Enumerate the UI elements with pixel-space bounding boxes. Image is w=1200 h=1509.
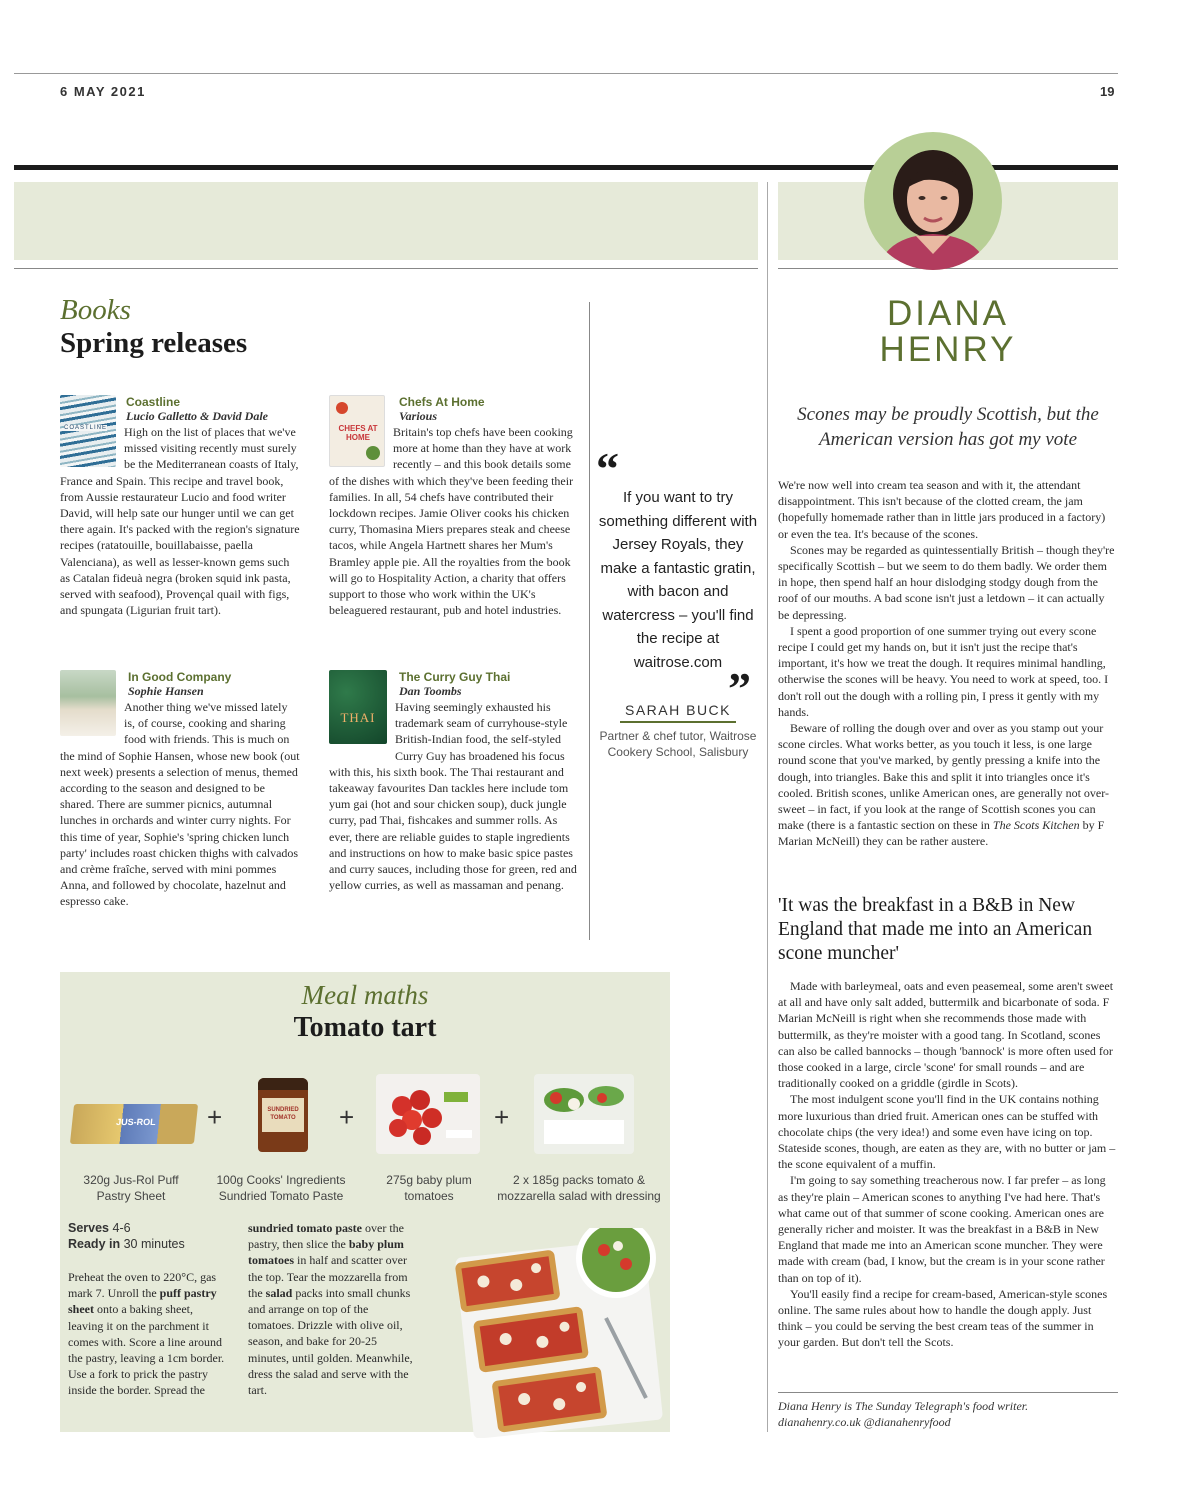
- ready-info: [68, 1236, 185, 1252]
- ingredient-highlight: sundried tomato paste: [248, 1221, 363, 1235]
- curry-guy-cover: [329, 670, 387, 744]
- in-good-company-cover: [60, 670, 116, 736]
- book-author: Sophie Hansen: [128, 684, 204, 698]
- book-title: In Good Company: [128, 670, 232, 684]
- ingredient-label: 275g baby plum tomatoes: [386, 1173, 472, 1203]
- ingredient-label: 320g Jus-Rol Puff Pastry Sheet: [83, 1173, 179, 1203]
- quote-name-underline: [620, 721, 736, 723]
- column-paragraph: I'm going to say something treacherous now. I far prefer – as long as they're plain – American scones to anything I've had here. That's what came out of that summer of scone cooking. American ones are generally richer and moister. It was the breakfast in a B&B in New England that made me into an American scone muncher. They were made with cream (bad, I know, but the cream is in your scone rather than on top of it).: [778, 1173, 1106, 1285]
- column-paragraph: I spent a good proportion of one summer trying out every scone recipe I could get my hands on, but it isn't just the recipe that's important, it's how we treat the dough. It requires minimal handling, otherwise the scones will be heavy. You need to work at speed, too. I don't roll out the dough with a rolling pin, I press it gently with my hands.: [778, 623, 1109, 719]
- ingredient-label: 100g Cooks' Ingredients Sundried Tomato Paste: [216, 1173, 346, 1203]
- close-quote-icon: ”: [728, 663, 751, 714]
- banner-rule-left: [14, 268, 758, 269]
- paste-jar-image: [258, 1078, 308, 1152]
- author-portrait: [864, 132, 1002, 270]
- method-part-1: Preheat the oven to 220°C, gas mark 7. Unroll the puff pastry sheet onto a baking sheet, leaving it on the parchment it comes with. Score a line around the pastry, leaving a 1cm border. Use a fork to prick the pastry inside the border. Spread the: [68, 1270, 225, 1398]
- book-review: Having seemingly exhausted his trademark seam of curryhouse-style British-Indian food, the self-styled Curry Guy has broadened his focus with this, his sixth book. The Thai restaurant and takeaway favourites Dan tackles here include tom yum gai (hot and sour chicken soup), duck jungle curry, pad Thai, fishcakes and summer rolls. As ever, there are reliable guides to staple ingredients and instructions on how to make basic spice pastes and curry sauces, including those for green, red and yellow curries, as well as massaman and penang.: [329, 700, 577, 893]
- vertical-divider-column: [767, 182, 768, 1432]
- chefs-cover: [329, 395, 385, 467]
- bio-rule: [778, 1392, 1118, 1393]
- open-quote-icon: “: [596, 443, 619, 494]
- author-bio: [778, 1398, 1118, 1430]
- serves-value: 4-6: [112, 1221, 131, 1235]
- columnist-name: [778, 296, 1118, 368]
- book-curry-guy-thai: [329, 670, 579, 893]
- curry-guy-cover-text: THAI: [340, 710, 376, 725]
- ingredient-label: 2 x 185g packs tomato & mozzarella salad with dressing: [497, 1173, 661, 1203]
- vertical-divider-books: [589, 302, 590, 940]
- author-bio-line: Diana Henry is The Sunday Telegraph's food writer.: [778, 1399, 1029, 1413]
- coastline-cover: [60, 395, 116, 467]
- column-paragraph: Made with barleymeal, oats and even peasemeal, some aren't sweet at all and have only salt added, buttermilk and bicarbonate of soda. F Marian McNeill is right when she recommends those made with buttermilk, as they're moister with a good tang. In Scotland, scones can also be called bannocks – though 'bannock' is more often used for those cooked in a large, circle 'scone' for small rounds – and are traditionally cooked on a griddle (girdle in Scots).: [778, 979, 1114, 1091]
- ingredient-highlight: puff pastry sheet: [68, 1286, 217, 1317]
- salad-pack-image: [534, 1074, 634, 1154]
- book-review: High on the list of places that we've missed visiting recently must surely be the Mediterranean coasts of Italy, France and Spain. This recipe and travel book, from Aussie restaurateur Lucio and food writer David, will help sate our hunger until we can get there again. It's packed with the region's signature recipes (ratatouille, bouillabaisse, paella Valenciana), as well as lesser-known gems such as Catalan fideuà negra (broken squid ink pasta, served with seafood), Provençal quail with figs, and spungata (Ligurian fruit tart).: [60, 425, 300, 618]
- column-body-part-1: [778, 477, 1118, 850]
- banner-panel-left: [14, 182, 758, 260]
- serves-info: [68, 1220, 131, 1236]
- book-coastline: [60, 395, 300, 618]
- quote-attribution-name: SARAH BUCK: [624, 702, 732, 718]
- pastry-pack-image: [70, 1104, 198, 1144]
- book-author: Dan Toombs: [399, 684, 462, 698]
- author-links: dianahenry.co.uk @dianahenryfood: [778, 1415, 951, 1429]
- book-title: Chefs At Home: [399, 395, 485, 409]
- books-section-label: Books: [60, 294, 131, 326]
- method-part-2: sundried tomato paste over the pastry, then slice the baby plum tomatoes in half and scatter over the top. Tear the mozzarella from the salad packs into small chunks and arrange on top of the tomatoes. Drizzle with olive oil, season, and bake for 20-25 minutes, until golden. Meanwhile, dress the salad and serve with the tart.: [248, 1221, 413, 1398]
- book-title: The Curry Guy Thai: [399, 670, 511, 684]
- pull-quote-text: If you want to try something different with Jersey Royals, they make a fantastic gratin, with bacon and watercress – you'll find the recipe at waitrose.com: [598, 489, 758, 671]
- columnist-last-name: HENRY: [879, 330, 1017, 369]
- paste-jar-label: SUNDRIED TOMATO: [267, 1107, 299, 1121]
- column-body-part-2: [778, 978, 1118, 1351]
- plus-icon: +: [339, 1102, 355, 1132]
- book-author: Various: [399, 409, 438, 423]
- plus-icon: +: [494, 1102, 510, 1132]
- ready-value: 30 minutes: [123, 1237, 185, 1251]
- tomato-tart-photo: [446, 1228, 668, 1438]
- book-chefs-at-home: [329, 395, 579, 618]
- column-paragraph: Beware of rolling the dough over and over as you stamp out your scone circles. What works better, as you touch it less, is one large round scone that you've marked, by gently pressing a knife into the dough, into triangles. Bake this and split it into triangles once it's cooled. British scones, unlike American ones, are generally not over-sweet – in fact, if you look at the range of Scottish scones you can make (there is a fantastic section on these in The Scots Kitchen by F Marian McNeill) they can be rather austere.: [778, 721, 1109, 849]
- book-in-good-company: [60, 670, 300, 910]
- serves-label: Serves: [68, 1221, 110, 1235]
- coastline-cover-text: COASTLINE: [64, 425, 108, 431]
- book-title: Coastline: [126, 395, 181, 409]
- plus-icon: +: [207, 1102, 223, 1132]
- plum-tomatoes-image: [376, 1074, 480, 1154]
- issue-date: 6 MAY 2021: [60, 84, 146, 99]
- ingredient-highlight: baby plum tomatoes: [248, 1237, 404, 1268]
- columnist-first-name: DIANA: [887, 294, 1009, 333]
- page-number: 19: [1100, 84, 1115, 99]
- column-standfirst: Scones may be proudly Scottish, but the American version has got my vote: [797, 404, 1099, 450]
- chefs-cover-text: CHEFS AT HOME: [338, 424, 378, 442]
- book-reference: The Scots Kitchen: [992, 818, 1080, 833]
- book-author: Lucio Galletto & David Dale: [126, 409, 268, 423]
- quote-attribution-role: Partner & chef tutor, Waitrose Cookery School, Salisbury: [599, 729, 757, 759]
- pastry-pack-label: JUS-ROL: [115, 1117, 157, 1127]
- meal-maths-title: Tomato tart: [293, 1012, 437, 1043]
- book-review: Britain's top chefs have been cooking more at home than they have at work recently – and this book details some of the dishes with which they've been feeding their families. In all, 54 chefs have contributed their lockdown recipes. Jamie Oliver cooks his chicken curry, Thomasina Miers prepares steak and cheese tacos, while Angela Hartnett shares her Mum's Bramley apple pie. All the royalties from the book will go to Hospitality Action, a charity that offers support to those who work within the UK's beleaguered restaurant, pub and hotel industries.: [329, 425, 574, 618]
- ingredient-highlight: salad: [265, 1285, 293, 1300]
- top-rule: [14, 73, 1118, 74]
- book-review: Another thing we've missed lately is, of course, cooking and sharing food with friends. This is much on the mind of Sophie Hansen, whose new book (out next week) presents a selection of menus, themed according to the season and designed to be shared. There are summer picnics, autumnal lunches in orchards and winter curry nights. For this time of year, Sophie's 'spring chicken lunch party' includes roast chicken thighs with calvados and crème fraîche, served with mini pommes Anna, and followed by chocolate, hazelnut and espresso cake.: [60, 700, 300, 909]
- column-pull-quote: 'It was the breakfast in a B&B in New England that made me into an American scone muncher': [778, 895, 1093, 964]
- column-paragraph: Scones may be regarded as quintessentially British – though they're specifically Scottish – but we seem to do them badly. We order them in hope, then spend half an hour dislodging stodgy dough from the roof of our mouths. A bad scone isn't just a letdown – it can actually be depressing.: [778, 542, 1115, 622]
- ready-label: Ready in: [68, 1237, 121, 1251]
- column-paragraph: The most indulgent scone you'll find in the UK contains nothing more luxurious than dried fruit. American ones can be stuffed with chocolate chips (the very idea!) and some even have icing on top. Stateside scones, though, are eaten as they are, with no butter or jam – the scone equivalent of a muffin.: [778, 1092, 1116, 1172]
- column-paragraph: You'll easily find a recipe for cream-based, American-style scones online. The same rules about how to handle the dough apply. Just think – you could be serving the best cream teas of the summer in your garden. But don't tell the Scots.: [778, 1286, 1108, 1350]
- books-title: Spring releases: [60, 327, 248, 359]
- meal-maths-label: Meal maths: [301, 980, 429, 1010]
- column-paragraph: We're now well into cream tea season and with it, the attendant disappointment. This isn't because of the clotted cream, the jam (hopefully homemade rather than in little jars produced in a factory) or even the tea. It's because of the scones.: [778, 478, 1106, 541]
